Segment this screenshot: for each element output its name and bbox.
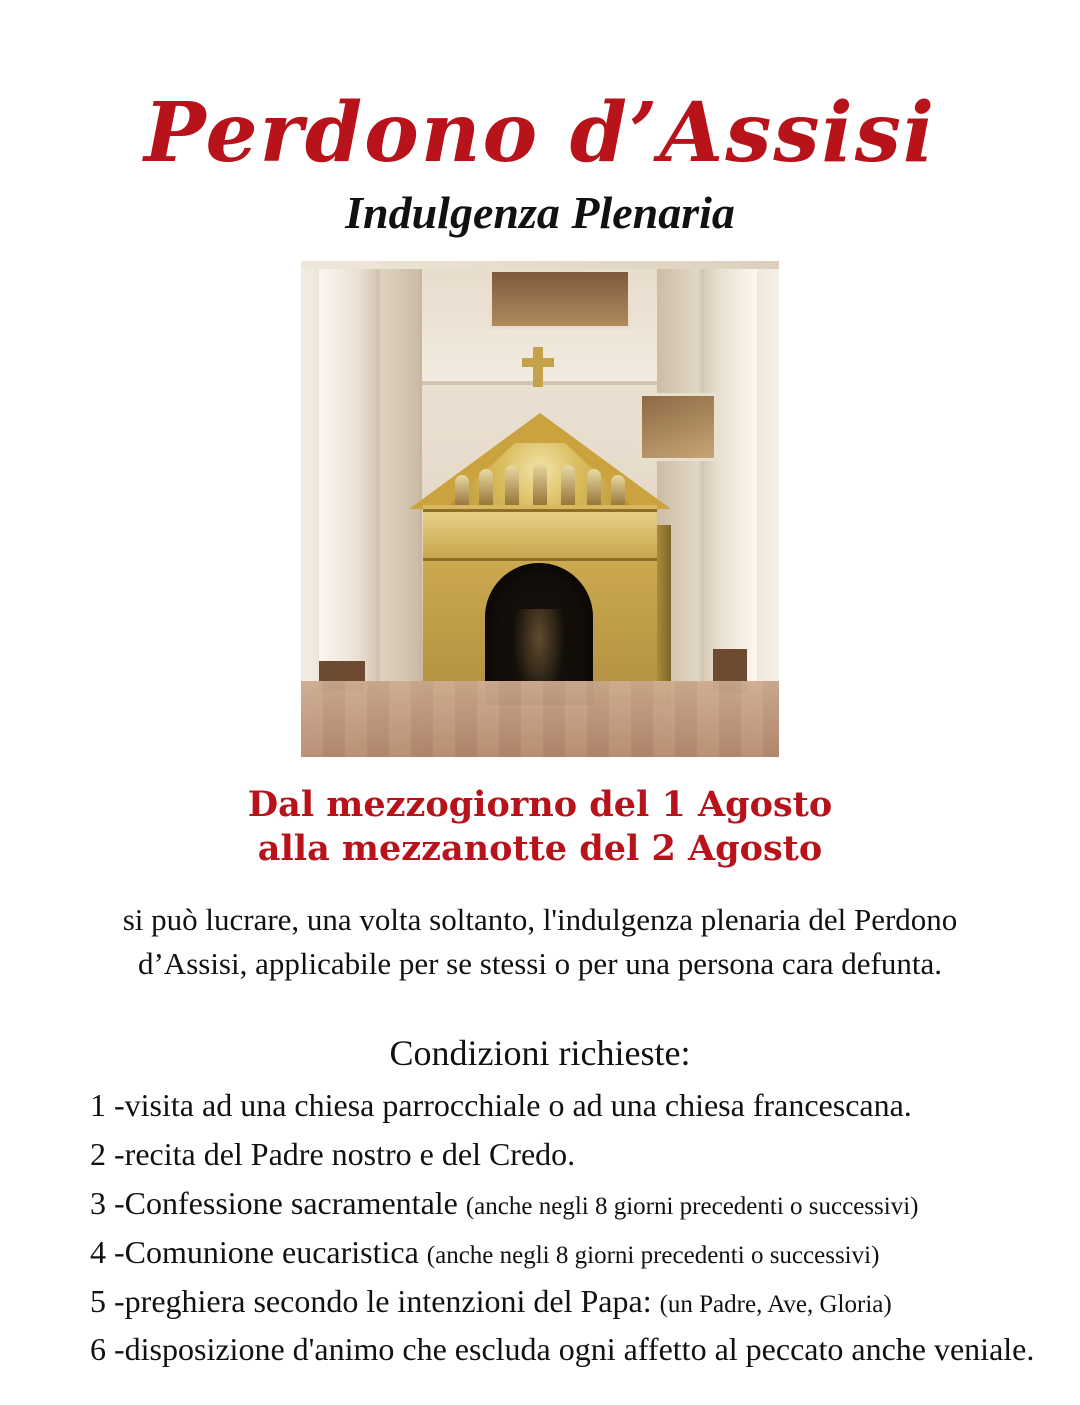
list-item [90,1182,1024,1226]
list-item [90,1084,1024,1128]
porziuncola-chapel [409,413,671,705]
right-pilaster [703,261,757,691]
photo-top-edge [301,261,779,269]
date-line-2: alla mezzanotte del 2 Agosto [257,828,823,870]
list-item-text: visita ad una chiesa parrocchiale o ad una chiesa francescana. [124,1087,912,1124]
list-item [90,1328,1035,1372]
left-pilaster [319,261,377,691]
list-item-text: Confessione sacramentale [124,1184,466,1221]
list-item-note: (anche negli 8 giorni precedenti o successivi) [465,1192,919,1220]
list-item-text: recita del Padre nostro e del Credo. [124,1136,576,1173]
ceiling-fresco [489,269,631,329]
page-title: Perdono d’Assisi [143,85,937,181]
photo-frame [301,261,779,757]
page-subtitle: Indulgenza Plenaria [345,187,735,238]
porziuncola-photo [301,261,779,757]
list-item-number: 5 - [90,1282,125,1319]
list-item [90,1280,1024,1324]
chapel-side-wall [657,525,671,705]
date-line-1: Dal mezzogiorno del 1 Agosto [247,783,833,825]
list-item-text: disposizione d'animo che escluda ogni affetto al peccato anche veniale. [124,1331,1035,1368]
list-item-note: (un Padre, Ave, Gloria) [659,1290,892,1318]
list-item [90,1133,1024,1177]
list-item-number: 4 - [90,1233,125,1270]
list-item-number: 2 - [90,1136,125,1173]
list-item-number: 3 - [90,1184,125,1221]
list-item-number: 6 - [90,1331,125,1368]
floor-reflection [301,681,779,757]
list-item-text: Comunione eucaristica [124,1233,427,1270]
title-block [0,0,1080,239]
intro-paragraph: si può lucrare, una volta soltanto, l'indulgenza plenaria del Perdono d’Assisi, applicabile per se stessi o per una persona cara defunta. [122,902,958,982]
conditions-list [0,1084,1080,1372]
date-range-block [0,783,1080,873]
list-item-number: 1 - [90,1087,125,1124]
facade-decorative-band [423,509,657,561]
gable-figures [455,465,625,509]
conditions-heading: Condizioni richieste: [389,1033,691,1074]
list-item [90,1231,1024,1275]
list-item-text: preghiera secondo le intenzioni del Papa: [124,1282,660,1319]
list-item-note: (anche negli 8 giorni precedenti o successivi) [426,1241,880,1269]
cross-icon [533,347,543,387]
